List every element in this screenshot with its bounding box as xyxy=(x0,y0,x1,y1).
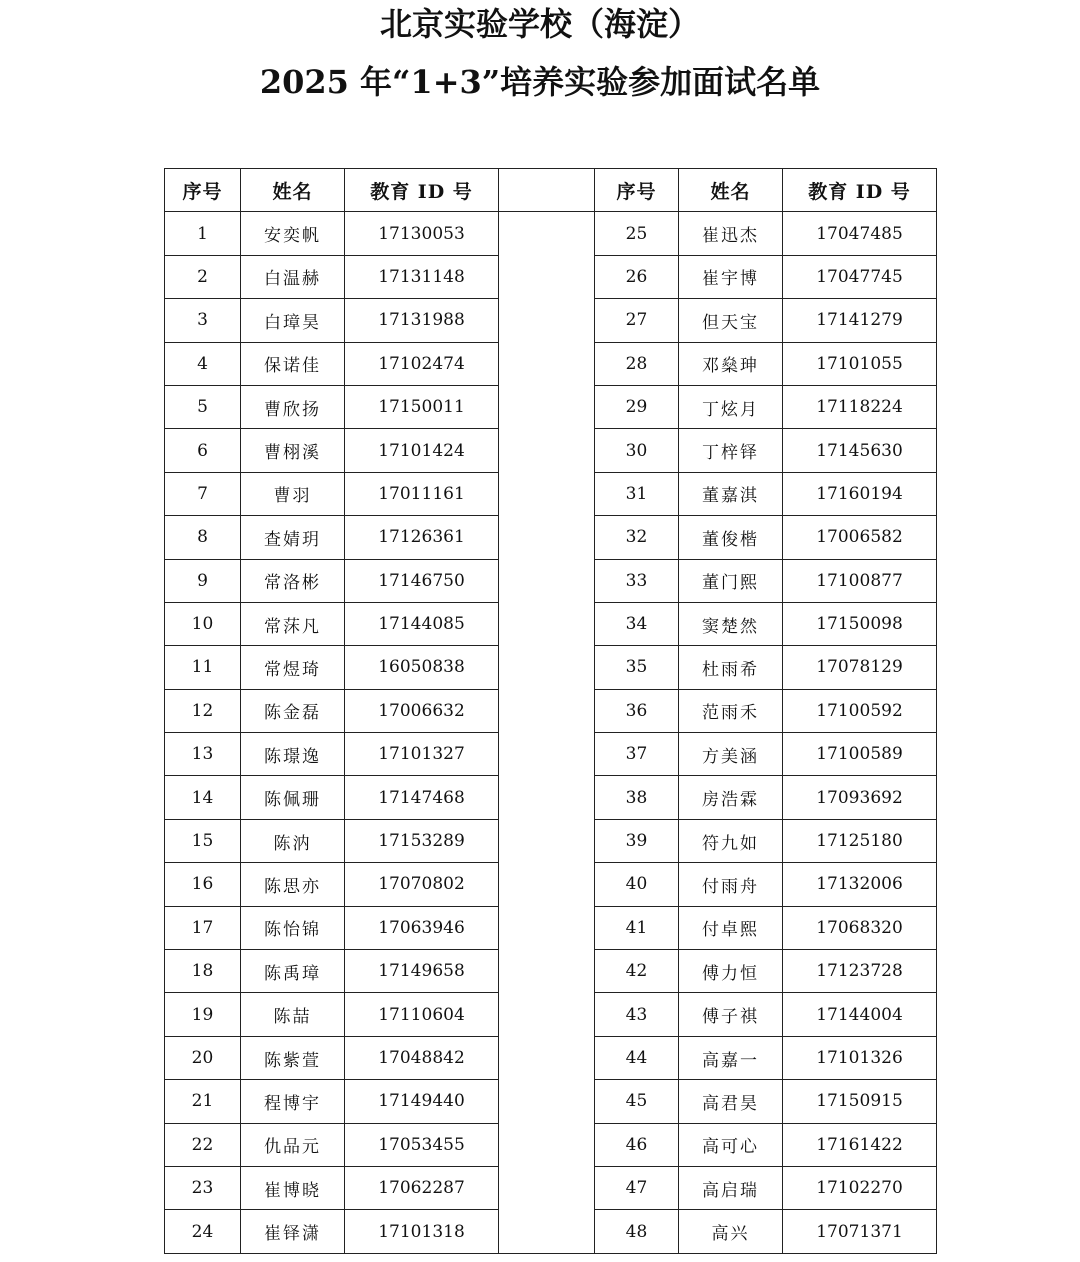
header-name-right: 姓名 xyxy=(679,169,783,212)
table-row xyxy=(165,299,937,342)
right-name-cell: 高可心 xyxy=(679,1123,783,1166)
right-name-cell: 邓燊珅 xyxy=(679,342,783,385)
right-name-cell: 但天宝 xyxy=(679,299,783,342)
header-id-right: 教育 ID 号 xyxy=(783,169,937,212)
right-index-cell: 30 xyxy=(595,429,679,472)
left-name-cell: 崔博晓 xyxy=(241,1166,345,1209)
right-name-cell: 高启瑞 xyxy=(679,1166,783,1209)
left-name-cell: 陈金磊 xyxy=(241,689,345,732)
right-id-cell: 17118224 xyxy=(783,385,937,428)
right-id-cell: 17100877 xyxy=(783,559,937,602)
left-id-cell: 17006632 xyxy=(345,689,499,732)
table-row xyxy=(165,472,937,515)
table-row xyxy=(165,863,937,906)
column-gap xyxy=(499,385,595,428)
right-id-cell: 17101326 xyxy=(783,1036,937,1079)
left-name-cell: 常煜琦 xyxy=(241,646,345,689)
left-id-cell: 17147468 xyxy=(345,776,499,819)
right-id-cell: 17123728 xyxy=(783,950,937,993)
column-gap xyxy=(499,299,595,342)
right-name-cell: 董俊楷 xyxy=(679,516,783,559)
left-name-cell: 曹欣扬 xyxy=(241,385,345,428)
left-id-cell: 17144085 xyxy=(345,602,499,645)
left-index-cell: 17 xyxy=(165,906,241,949)
left-id-cell: 17131148 xyxy=(345,255,499,298)
left-name-cell: 仇品元 xyxy=(241,1123,345,1166)
table-row xyxy=(165,1080,937,1123)
column-gap xyxy=(499,255,595,298)
left-id-cell: 17153289 xyxy=(345,819,499,862)
left-id-cell: 17101424 xyxy=(345,429,499,472)
left-name-cell: 陈汭 xyxy=(241,819,345,862)
right-id-cell: 17141279 xyxy=(783,299,937,342)
right-name-cell: 董嘉淇 xyxy=(679,472,783,515)
left-id-cell: 17130053 xyxy=(345,212,499,255)
header-id-left: 教育 ID 号 xyxy=(345,169,499,212)
right-name-cell: 傅力恒 xyxy=(679,950,783,993)
table-row xyxy=(165,819,937,862)
table-row xyxy=(165,906,937,949)
left-id-cell: 17149658 xyxy=(345,950,499,993)
left-id-cell: 17070802 xyxy=(345,863,499,906)
column-gap xyxy=(499,472,595,515)
column-gap xyxy=(499,212,595,255)
left-index-cell: 20 xyxy=(165,1036,241,1079)
table-row xyxy=(165,733,937,776)
column-gap xyxy=(499,1036,595,1079)
right-id-cell: 17150098 xyxy=(783,602,937,645)
left-id-cell: 17101318 xyxy=(345,1210,499,1253)
right-name-cell: 付雨舟 xyxy=(679,863,783,906)
left-name-cell: 陈喆 xyxy=(241,993,345,1036)
table-row xyxy=(165,342,937,385)
left-index-cell: 23 xyxy=(165,1166,241,1209)
table-row xyxy=(165,602,937,645)
right-name-cell: 房浩霖 xyxy=(679,776,783,819)
column-gap xyxy=(499,1123,595,1166)
left-name-cell: 陈璟逸 xyxy=(241,733,345,776)
left-id-cell: 17110604 xyxy=(345,993,499,1036)
table-row xyxy=(165,646,937,689)
column-gap xyxy=(499,429,595,472)
table-row xyxy=(165,385,937,428)
right-id-cell: 17160194 xyxy=(783,472,937,515)
left-index-cell: 4 xyxy=(165,342,241,385)
left-id-cell: 17102474 xyxy=(345,342,499,385)
left-index-cell: 12 xyxy=(165,689,241,732)
header-index-left: 序号 xyxy=(165,169,241,212)
table-row xyxy=(165,1210,937,1253)
right-id-cell: 17100592 xyxy=(783,689,937,732)
left-index-cell: 21 xyxy=(165,1080,241,1123)
right-index-cell: 32 xyxy=(595,516,679,559)
right-index-cell: 43 xyxy=(595,993,679,1036)
right-name-cell: 高兴 xyxy=(679,1210,783,1253)
right-name-cell: 高嘉一 xyxy=(679,1036,783,1079)
right-name-cell: 窦楚然 xyxy=(679,602,783,645)
right-id-cell: 17093692 xyxy=(783,776,937,819)
left-name-cell: 安奕帆 xyxy=(241,212,345,255)
document-subtitle: 2025 年“1+3”培养实验参加面试名单 xyxy=(259,63,821,101)
column-gap xyxy=(499,819,595,862)
right-index-cell: 28 xyxy=(595,342,679,385)
right-id-cell: 17068320 xyxy=(783,906,937,949)
right-index-cell: 35 xyxy=(595,646,679,689)
right-name-cell: 董门熙 xyxy=(679,559,783,602)
right-id-cell: 17102270 xyxy=(783,1166,937,1209)
left-id-cell: 17048842 xyxy=(345,1036,499,1079)
left-name-cell: 白璋昊 xyxy=(241,299,345,342)
right-index-cell: 44 xyxy=(595,1036,679,1079)
column-gap xyxy=(499,906,595,949)
right-index-cell: 37 xyxy=(595,733,679,776)
left-id-cell: 17149440 xyxy=(345,1080,499,1123)
table-row xyxy=(165,516,937,559)
left-name-cell: 陈紫萱 xyxy=(241,1036,345,1079)
table-row xyxy=(165,1166,937,1209)
right-index-cell: 34 xyxy=(595,602,679,645)
left-id-cell: 17062287 xyxy=(345,1166,499,1209)
left-id-cell: 17011161 xyxy=(345,472,499,515)
table-body xyxy=(165,212,937,1253)
left-id-cell: 17063946 xyxy=(345,906,499,949)
right-name-cell: 丁梓铎 xyxy=(679,429,783,472)
left-name-cell: 常洛彬 xyxy=(241,559,345,602)
left-name-cell: 陈思亦 xyxy=(241,863,345,906)
right-index-cell: 29 xyxy=(595,385,679,428)
table-row xyxy=(165,993,937,1036)
column-gap xyxy=(499,776,595,819)
left-name-cell: 曹栩溪 xyxy=(241,429,345,472)
right-index-cell: 40 xyxy=(595,863,679,906)
right-id-cell: 17132006 xyxy=(783,863,937,906)
column-gap xyxy=(499,602,595,645)
column-gap xyxy=(499,169,595,212)
right-index-cell: 26 xyxy=(595,255,679,298)
left-index-cell: 3 xyxy=(165,299,241,342)
interview-list-table xyxy=(164,168,937,1254)
right-index-cell: 42 xyxy=(595,950,679,993)
right-index-cell: 31 xyxy=(595,472,679,515)
right-id-cell: 17161422 xyxy=(783,1123,937,1166)
column-gap xyxy=(499,516,595,559)
left-index-cell: 15 xyxy=(165,819,241,862)
right-index-cell: 27 xyxy=(595,299,679,342)
header-name-left: 姓名 xyxy=(241,169,345,212)
column-gap xyxy=(499,950,595,993)
right-index-cell: 41 xyxy=(595,906,679,949)
left-id-cell: 17101327 xyxy=(345,733,499,776)
column-gap xyxy=(499,733,595,776)
left-name-cell: 保诺佳 xyxy=(241,342,345,385)
left-index-cell: 18 xyxy=(165,950,241,993)
table-row xyxy=(165,776,937,819)
left-id-cell: 17146750 xyxy=(345,559,499,602)
right-index-cell: 33 xyxy=(595,559,679,602)
right-index-cell: 39 xyxy=(595,819,679,862)
table-row xyxy=(165,429,937,472)
left-index-cell: 1 xyxy=(165,212,241,255)
column-gap xyxy=(499,1166,595,1209)
left-name-cell: 陈佩珊 xyxy=(241,776,345,819)
right-index-cell: 45 xyxy=(595,1080,679,1123)
right-name-cell: 付卓熙 xyxy=(679,906,783,949)
right-id-cell: 17006582 xyxy=(783,516,937,559)
right-id-cell: 17125180 xyxy=(783,819,937,862)
left-index-cell: 5 xyxy=(165,385,241,428)
right-index-cell: 48 xyxy=(595,1210,679,1253)
right-name-cell: 丁炫月 xyxy=(679,385,783,428)
right-name-cell: 符九如 xyxy=(679,819,783,862)
column-gap xyxy=(499,863,595,906)
left-index-cell: 13 xyxy=(165,733,241,776)
left-index-cell: 14 xyxy=(165,776,241,819)
right-name-cell: 崔宇博 xyxy=(679,255,783,298)
column-gap xyxy=(499,559,595,602)
table-row xyxy=(165,212,937,255)
left-name-cell: 常莯凡 xyxy=(241,602,345,645)
right-id-cell: 17100589 xyxy=(783,733,937,776)
right-index-cell: 46 xyxy=(595,1123,679,1166)
left-index-cell: 8 xyxy=(165,516,241,559)
left-name-cell: 崔铎潇 xyxy=(241,1210,345,1253)
right-id-cell: 17078129 xyxy=(783,646,937,689)
left-index-cell: 11 xyxy=(165,646,241,689)
left-name-cell: 陈怡锦 xyxy=(241,906,345,949)
left-index-cell: 7 xyxy=(165,472,241,515)
column-gap xyxy=(499,1080,595,1123)
right-id-cell: 17047485 xyxy=(783,212,937,255)
table-row xyxy=(165,950,937,993)
right-id-cell: 17071371 xyxy=(783,1210,937,1253)
left-index-cell: 24 xyxy=(165,1210,241,1253)
left-id-cell: 16050838 xyxy=(345,646,499,689)
left-id-cell: 17150011 xyxy=(345,385,499,428)
right-id-cell: 17150915 xyxy=(783,1080,937,1123)
table-row xyxy=(165,1036,937,1079)
left-index-cell: 16 xyxy=(165,863,241,906)
left-index-cell: 22 xyxy=(165,1123,241,1166)
left-name-cell: 查婧玥 xyxy=(241,516,345,559)
left-name-cell: 程博宇 xyxy=(241,1080,345,1123)
right-id-cell: 17144004 xyxy=(783,993,937,1036)
left-index-cell: 2 xyxy=(165,255,241,298)
left-name-cell: 陈禹璋 xyxy=(241,950,345,993)
left-id-cell: 17053455 xyxy=(345,1123,499,1166)
right-name-cell: 范雨禾 xyxy=(679,689,783,732)
right-name-cell: 方美涵 xyxy=(679,733,783,776)
table-header-row xyxy=(165,169,937,212)
column-gap xyxy=(499,646,595,689)
right-index-cell: 38 xyxy=(595,776,679,819)
left-name-cell: 曹羽 xyxy=(241,472,345,515)
right-index-cell: 25 xyxy=(595,212,679,255)
right-name-cell: 杜雨希 xyxy=(679,646,783,689)
left-index-cell: 9 xyxy=(165,559,241,602)
left-index-cell: 6 xyxy=(165,429,241,472)
table-row xyxy=(165,559,937,602)
column-gap xyxy=(499,993,595,1036)
column-gap xyxy=(499,689,595,732)
document-title: 北京实验学校（海淀） xyxy=(379,5,700,43)
left-index-cell: 19 xyxy=(165,993,241,1036)
header-index-right: 序号 xyxy=(595,169,679,212)
right-id-cell: 17145630 xyxy=(783,429,937,472)
right-name-cell: 高君昊 xyxy=(679,1080,783,1123)
table-row xyxy=(165,255,937,298)
right-index-cell: 36 xyxy=(595,689,679,732)
table-row xyxy=(165,1123,937,1166)
left-id-cell: 17131988 xyxy=(345,299,499,342)
right-id-cell: 17047745 xyxy=(783,255,937,298)
column-gap xyxy=(499,342,595,385)
left-index-cell: 10 xyxy=(165,602,241,645)
right-index-cell: 47 xyxy=(595,1166,679,1209)
column-gap xyxy=(499,1210,595,1253)
right-id-cell: 17101055 xyxy=(783,342,937,385)
left-name-cell: 白温赫 xyxy=(241,255,345,298)
right-name-cell: 傅子祺 xyxy=(679,993,783,1036)
left-id-cell: 17126361 xyxy=(345,516,499,559)
table-row xyxy=(165,689,937,732)
right-name-cell: 崔迅杰 xyxy=(679,212,783,255)
